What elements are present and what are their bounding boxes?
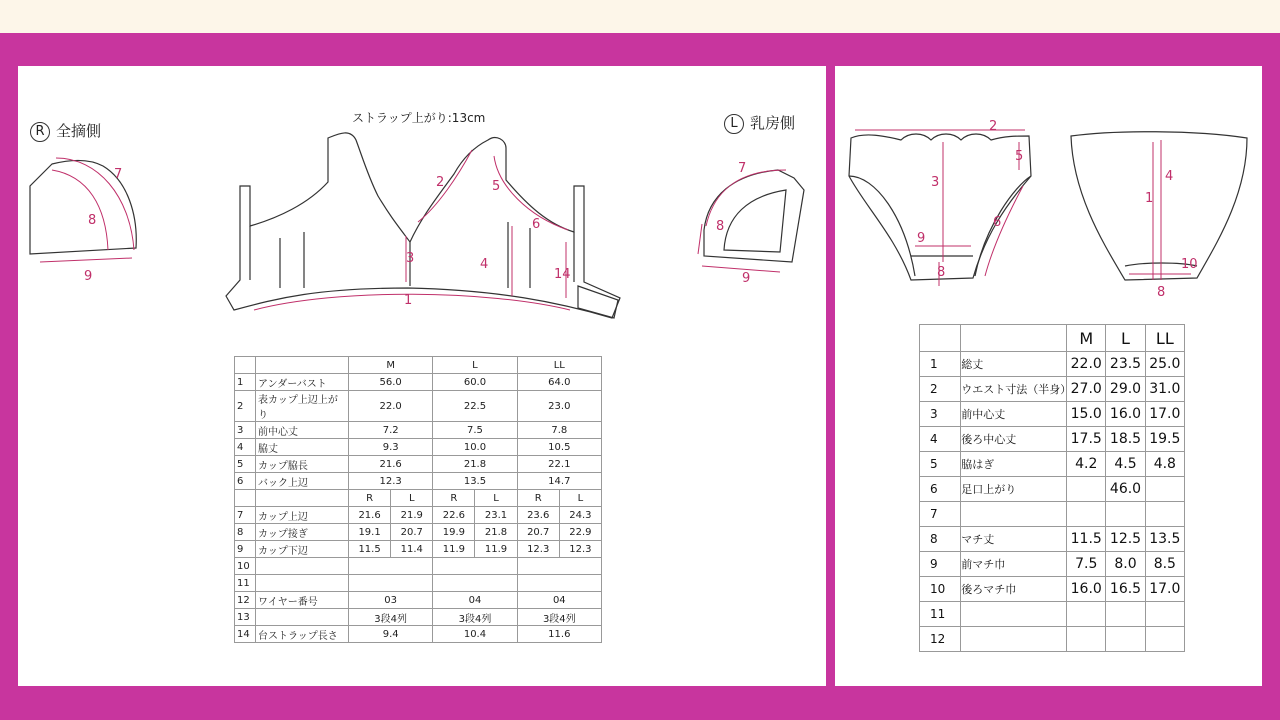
- table-row: 4 後ろ中心丈 17.5 18.5 19.5: [920, 427, 1185, 452]
- num-p2: 2: [989, 119, 998, 134]
- table-row: 10 後ろマチ巾 16.0 16.5 17.0: [920, 577, 1185, 602]
- panty-back: [1071, 132, 1247, 280]
- right-side-label: R 全摘側: [30, 120, 101, 142]
- num-1: 1: [404, 293, 413, 308]
- bra-body: [226, 133, 620, 318]
- num-4: 4: [480, 257, 489, 272]
- num-p4: 4: [1165, 169, 1174, 184]
- table-row: 14 台ストラップ長さ 9.4 10.4 11.6: [235, 626, 602, 643]
- size-ll: LL: [517, 357, 601, 374]
- num-p1: 1: [1145, 191, 1154, 206]
- table-row: 6 バック上辺 12.3 13.5 14.7: [235, 473, 602, 490]
- table-row: 8 カップ接ぎ 19.1 20.7 19.9 21.8 20.7 22.9: [235, 524, 602, 541]
- num-5: 5: [492, 179, 501, 194]
- right-cup-piece: [704, 170, 804, 262]
- table-row: 3 前中心丈 7.2 7.5 7.8: [235, 422, 602, 439]
- table-row: 1 総丈 22.0 23.5 25.0: [920, 352, 1185, 377]
- bra-pattern-panel: [18, 66, 826, 686]
- num-p3: 3: [931, 175, 940, 190]
- table-row: 2 ウエスト寸法（半身） 27.0 29.0 31.0: [920, 377, 1185, 402]
- table-row: 12: [920, 627, 1185, 652]
- num-p8a: 8: [937, 265, 946, 280]
- bra-diagram: [18, 66, 826, 326]
- num-7a: 7: [114, 167, 123, 182]
- strap-caption: ストラップ上がり:13cm: [352, 111, 486, 125]
- r-mark-icon: R: [30, 122, 50, 142]
- panty-front: [849, 134, 1031, 280]
- num-3: 3: [406, 251, 415, 266]
- table-row: 9 カップ下辺 11.5 11.4 11.9 11.9 12.3 12.3: [235, 541, 602, 558]
- num-7b: 7: [738, 161, 747, 176]
- num-p10: 10: [1181, 257, 1198, 272]
- table-row: 11: [920, 602, 1185, 627]
- table-row: 4 脇丈 9.3 10.0 10.5: [235, 439, 602, 456]
- num-2: 2: [436, 175, 445, 190]
- p-size-m: M: [1067, 325, 1106, 352]
- table-row: 1 アンダーバスト 56.0 60.0 64.0: [235, 374, 602, 391]
- table-row: 5 カップ脇長 21.6 21.8 22.1: [235, 456, 602, 473]
- num-9a: 9: [84, 269, 93, 284]
- table-row: 3 前中心丈 15.0 16.0 17.0: [920, 402, 1185, 427]
- table-row: 7: [920, 502, 1185, 527]
- table-row: 13 3段4列 3段4列 3段4列: [235, 609, 602, 626]
- size-m: M: [349, 357, 433, 374]
- table-row: 5 脇はぎ 4.2 4.5 4.8: [920, 452, 1185, 477]
- num-6: 6: [532, 217, 541, 232]
- top-band: [0, 0, 1280, 33]
- table-row: 2 表カップ上辺上がり 22.0 22.5 23.0: [235, 391, 602, 422]
- table-row: 7 カップ上辺 21.6 21.9 22.6 23.1 23.6 24.3: [235, 507, 602, 524]
- table-row: 11: [235, 575, 602, 592]
- num-p8b: 8: [1157, 285, 1166, 300]
- size-l: L: [433, 357, 517, 374]
- rl-header-row: R L R L R L: [235, 490, 602, 507]
- panty-size-table: [919, 324, 1185, 652]
- num-p6: 6: [993, 215, 1002, 230]
- num-14: 14: [554, 267, 571, 282]
- num-8a: 8: [88, 213, 97, 228]
- p-size-ll: LL: [1145, 325, 1184, 352]
- bra-size-table: [234, 356, 602, 643]
- panty-diagram: [835, 66, 1262, 306]
- table-row: 8 マチ丈 11.5 12.5 13.5: [920, 527, 1185, 552]
- table-row: 9 前マチ巾 7.5 8.0 8.5: [920, 552, 1185, 577]
- num-p9: 9: [917, 231, 926, 246]
- panty-pattern-panel: [835, 66, 1262, 686]
- l-mark-icon: L: [724, 114, 744, 134]
- p-size-l: L: [1106, 325, 1145, 352]
- num-9b: 9: [742, 271, 751, 286]
- table-row: 12 ワイヤー番号 03 04 04: [235, 592, 602, 609]
- num-p5: 5: [1015, 149, 1024, 164]
- left-side-label: L 乳房側: [724, 112, 795, 134]
- table-row: 6 足口上がり 46.0: [920, 477, 1185, 502]
- table-row: 10: [235, 558, 602, 575]
- num-8b: 8: [716, 219, 725, 234]
